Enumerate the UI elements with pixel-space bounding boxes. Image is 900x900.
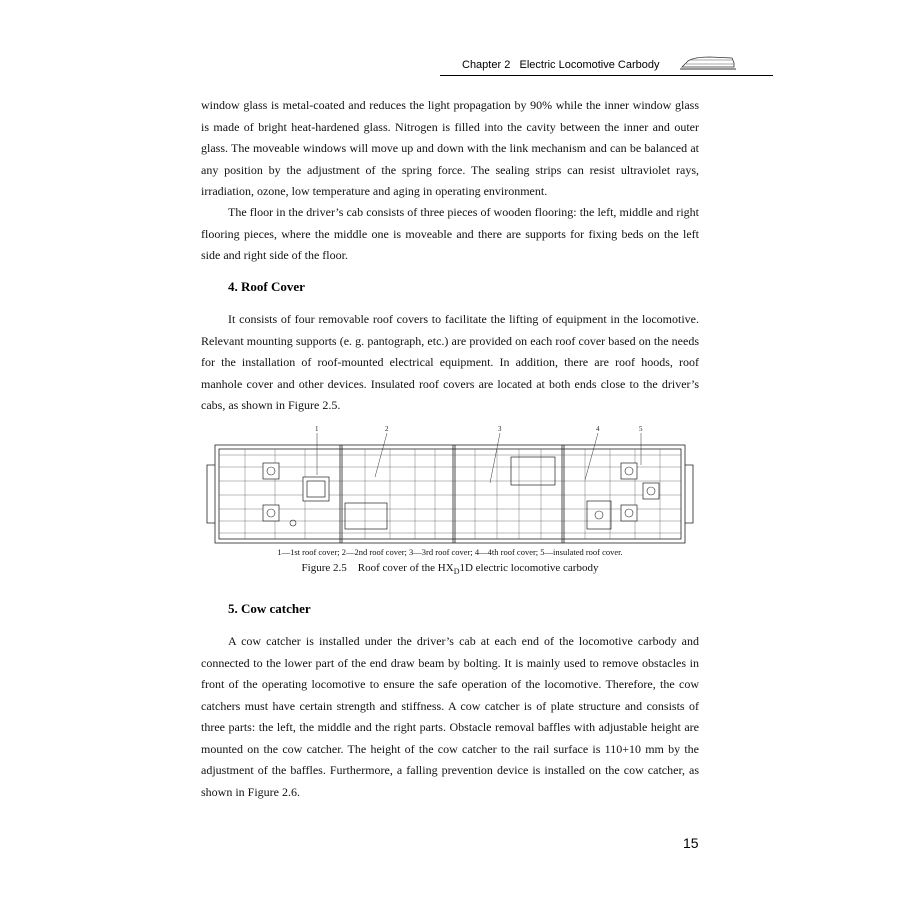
roof-cover-figure [205,425,695,545]
header-title: Electric Locomotive Carbody [519,59,660,71]
running-header [440,59,773,76]
page-number: 15 [683,835,699,851]
callout-4: 4 [596,425,600,433]
figure-legend: 1—1st roof cover; 2—2nd roof cover; 3—3rd roof cover; 4—4th roof cover; 5—insulated roof cover. [277,547,623,557]
callout-3: 3 [498,425,502,433]
paragraph-window-glass: window glass is metal-coated and reduces the light propagation by 90% while the inner window glass is made of bright heat-hardened glass. Nitrogen is filled into the cavity between the inner and outer glass. The moveable windows will move up and down with the link mechanism and can be balanced at any position by the adjustment of the spring force. The sealing strips can resist ultraviolet rays, irradiation, ozone, low temperature and aging in operating environment. [201,98,699,198]
paragraph-floor: The floor in the driver’s cab consists of three pieces of wooden flooring: the left, middle and right flooring pieces, where the middle one is moveable and there are supports for fixing beds on the left side and right side of the floor. [201,205,699,262]
paragraph-roof-cover: It consists of four removable roof covers to facilitate the lifting of equipment in the locomotive. Relevant mounting supports (e. g. pantograph, etc.) are provided on each roof cover based on the needs for the installation of roof-mounted electrical equipment. In addition, there are roof hoods, roof manhole cover and other devices. Insulated roof covers are located at both ends close to the driver’s cabs, as shown in Figure 2.5. [201,312,699,412]
section-4-heading: 4. Roof Cover [228,279,305,294]
callout-1: 1 [315,425,319,433]
header-text [462,59,660,71]
callout-2: 2 [385,425,389,433]
section-5-heading: 5. Cow catcher [228,601,311,616]
locomotive-icon [680,55,736,71]
figure-caption: Figure 2.5 Roof cover of the $HX_D1D$ electric locomotive carbody [301,562,599,577]
callout-5: 5 [639,425,643,433]
paragraph-cow-catcher: A cow catcher is installed under the driver’s cab at each end of the locomotive carbody and connected to the lower part of the end draw beam by bolting. It is mainly used to remove obstacles in front of the operating locomotive to ensure the safe operation of the locomotive. Therefore, the cow catchers must have certain strength and stiffness. A cow catcher is of plate structure and consists of three parts: the left, the middle and the right parts. Obstacle removal baffles with adjustable height are mounted on the cow catcher. The height of the cow catcher to the rail surface is 110+10 mm by the adjustment of the baffles. Furthermore, a falling prevention device is installed on the cow catcher, as shown in Figure 2.6. [201,634,699,799]
header-chapter: Chapter 2 [462,59,511,71]
